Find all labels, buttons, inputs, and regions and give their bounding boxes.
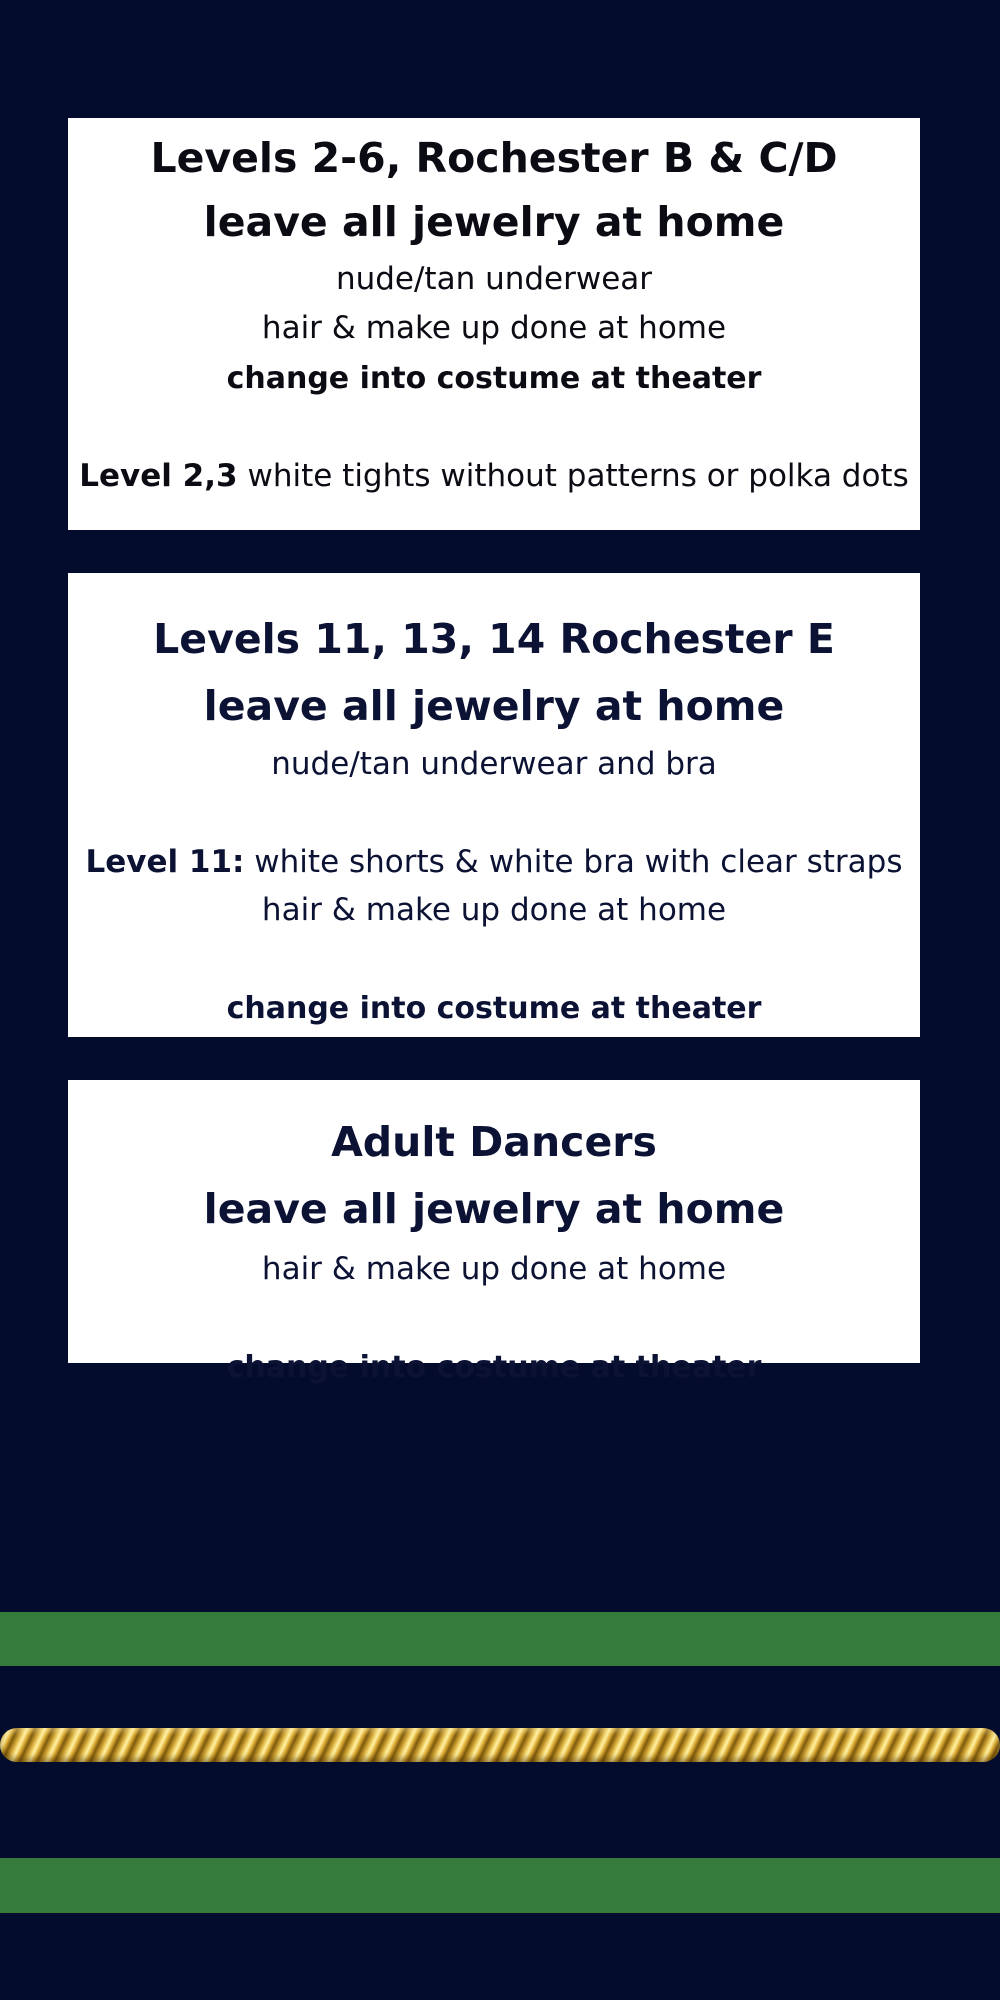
info-card-levels-11-13-14 [68,573,920,1037]
card-title: Adult Dancers [331,1118,657,1166]
level-note-label: Level 11: [85,844,245,880]
jewelry-notice: leave all jewelry at home [203,1185,785,1233]
green-stripe-bottom [0,1858,1000,1913]
green-stripe-top [0,1612,1000,1666]
level-note-text: white shorts & white bra with clear straps [244,844,903,880]
info-card-adult-dancers [68,1080,920,1385]
jewelry-notice: leave all jewelry at home [203,198,785,246]
level-note [68,844,920,880]
card-title: Levels 11, 13, 14 Rochester E [153,615,835,663]
underwear-note: nude/tan underwear and bra [271,746,717,782]
underwear-note: nude/tan underwear [335,261,653,297]
costume-change-note: change into costume at theater [226,1350,762,1385]
costume-change-note: change into costume at theater [226,361,762,396]
hair-makeup-note: hair & make up done at home [261,310,727,346]
hair-makeup-note: hair & make up done at home [261,1251,727,1287]
level-note-text: white tights without patterns or polka dots [237,458,909,494]
jewelry-notice: leave all jewelry at home [203,682,785,730]
card-title: Levels 2-6, Rochester B & C/D [150,134,838,182]
info-card-levels-2-6 [68,118,920,530]
costume-change-note: change into costume at theater [226,991,762,1026]
hair-makeup-note: hair & make up done at home [261,892,727,928]
level-note [68,458,920,494]
gold-rope-divider [0,1728,1000,1762]
level-note-label: Level 2,3 [79,458,238,494]
